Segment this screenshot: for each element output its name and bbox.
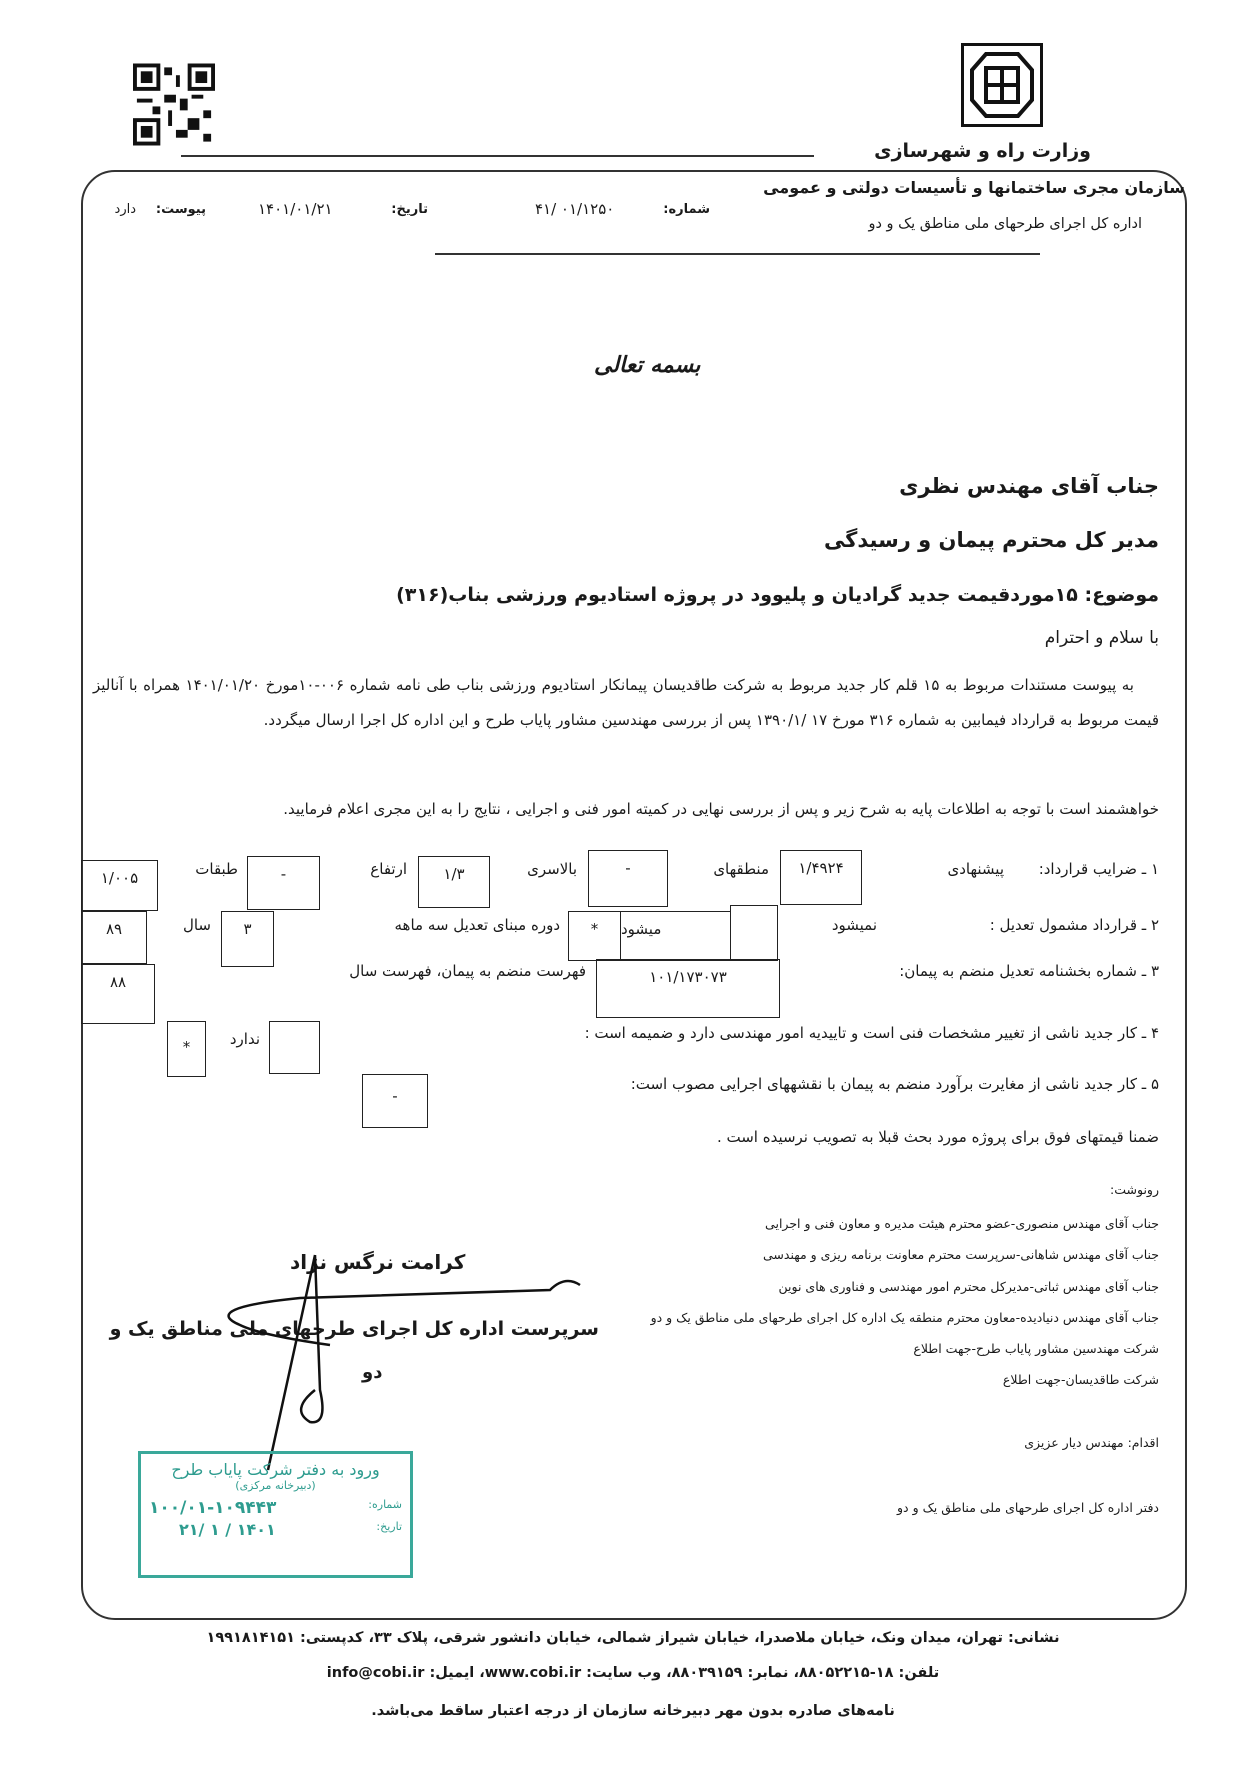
cc-label: رونوشت: xyxy=(1110,1182,1159,1197)
adjustment-no-checkbox xyxy=(730,905,778,961)
office-line: دفتر اداره کل اجرای طرحهای ملی مناطق یک و دو xyxy=(897,1500,1159,1515)
stamp-number: ۱۰۰/۰۱-۱۰۹۴۴۳ xyxy=(149,1498,277,1518)
signatory-title: سرپرست اداره کل اجرای طرحهای ملی مناطق یک و xyxy=(109,1318,599,1340)
height-label: ارتفاع xyxy=(370,860,407,878)
cc-item: جناب آقای مهندس ثباتی-مدیرکل محترم امور مهندسی و فناوری های نوین xyxy=(778,1279,1159,1294)
footer-address: نشانی: تهران، میدان ونک، خیابان ملاصدرا، خیابان شیراز شمالی، خیابان دانشور شرقی، پلاک ۳۳، کدپستی: ۱۹۹۱۸۱۴۱۵۱ xyxy=(206,1630,1060,1646)
greeting: با سلام و احترام xyxy=(1044,628,1159,648)
letter-number: ۴۱/ ۰۱/۱۲۵۰ xyxy=(535,200,615,218)
stamp-number-label: شماره: xyxy=(368,1498,402,1511)
price-list-year: ۸۸ xyxy=(81,964,155,1024)
regional-label: منطقهای xyxy=(713,860,769,878)
request-text: خواهشمند است با توجه به اطلاعات پایه به شرح زیر و پس از بررسی نهایی در کمیته امور فنی و اجرایی ، نتایج را به این مجری اعلام فرمایید. xyxy=(283,800,1159,818)
stamp-subtitle: (دبیرخانه مرکزی) xyxy=(235,1479,316,1492)
attachment-value: دارد xyxy=(114,202,136,217)
adjustment-no-label: نمیشود xyxy=(831,916,877,934)
adjustment-yes-label: میشود xyxy=(620,911,731,961)
footer-notice: نامه‌های صادره بدون مهر دبیرخانه سازمان از درجه اعتبار ساقط می‌باشد. xyxy=(371,1703,895,1719)
recipient-title: مدیر کل محترم پیمان و رسیدگی xyxy=(823,528,1159,552)
organization-name: سازمان مجری ساختمانها و تأسیسات دولتی و عمومی xyxy=(763,178,1185,197)
spec-change-no-label: ندارد xyxy=(229,1030,260,1048)
stamp-date-label: تاریخ: xyxy=(376,1520,402,1533)
overhead-value: ۱/۳ xyxy=(418,856,490,908)
cc-item: جناب آقای مهندس دنیادیده-معاون محترم منطقه یک اداره کل اجرای طرحهای ملی مناطق یک و دو xyxy=(650,1310,1159,1325)
stamp-title: ورود به دفتر شرکت پایاب طرح xyxy=(171,1460,380,1479)
recipient-name: جناب آقای مهندس نظری xyxy=(899,474,1159,498)
spec-change-yes-checkbox xyxy=(269,1021,320,1074)
price-list-label: فهرست منضم به پیمان، فهرست سال xyxy=(349,962,586,980)
letter-date: ۱۴۰۱/۰۱/۲۱ xyxy=(258,200,333,218)
proposed-value: ۱/۴۹۲۴ xyxy=(780,850,862,905)
period-value: ۳ xyxy=(221,911,274,967)
qr-code-icon xyxy=(133,62,215,147)
ministry-name: وزارت راه و شهرسازی xyxy=(874,140,1091,162)
contract-coefficients-label: ۱ ـ ضرایب قرارداد: xyxy=(1038,860,1159,878)
adjustment-yes-checkbox: * xyxy=(568,911,621,961)
ministry-logo-icon xyxy=(961,43,1043,127)
cc-item: شرکت طاقدیسان-جهت اطلاع xyxy=(1002,1372,1159,1387)
receipt-stamp xyxy=(138,1451,413,1578)
circular-label: ۳ ـ شماره بخشنامه تعدیل منضم به پیمان: xyxy=(899,962,1159,980)
cc-item: جناب آقای مهندس شاهانی-سرپرست محترم معاونت برنامه ریزی و مهندسی xyxy=(763,1247,1159,1262)
invocation: بسمه تعالی xyxy=(594,352,701,378)
number-divider xyxy=(435,253,1040,255)
action-officer: اقدام: مهندس دیار عزیزی xyxy=(1024,1435,1159,1450)
cc-item: شرکت مهندسین مشاور پایاب طرح-جهت اطلاع xyxy=(913,1341,1159,1356)
overhead-label: بالاسری xyxy=(527,860,577,878)
stamp-date: ۱۴۰۱ / ۱ /۲۱ xyxy=(179,1520,276,1539)
closing-note: ضمنا قیمتهای فوق برای پروژه مورد بحث قبلا به تصویب نرسیده است . xyxy=(716,1128,1159,1146)
proposed-label: پیشنهادی xyxy=(947,860,1004,878)
signatory-title-cont: دو xyxy=(362,1362,383,1383)
number-label: شماره: xyxy=(663,202,710,217)
attachment-label: پیوست: xyxy=(155,202,206,217)
estimate-mismatch-value: - xyxy=(362,1074,428,1128)
adjustment-label: ۲ ـ قرارداد مشمول تعدیل : xyxy=(989,916,1159,934)
regional-value: - xyxy=(588,850,668,907)
department-name: اداره کل اجرای طرحهای ملی مناطق یک و دو xyxy=(868,216,1142,232)
cc-item: جناب آقای مهندس منصوری-عضو محترم هیئت مدیره و معاون فنی و اجرایی xyxy=(765,1216,1159,1231)
subject: موضوع: ۱۵موردقیمت جدید گرادیان و پلیوود در پروژه استادیوم ورزشی بناب(۳۱۶) xyxy=(396,584,1159,606)
body-paragraph: به پیوست مستندات مربوط به ۱۵ قلم کار جدید مربوط به شرکت طاقدیسان پیمانکار استادیوم ورزشی بناب طی نامه شماره ۰۰۶-۱۰مورخ ۱۴۰۱/۰۱/۲۰ همراه با آنالیز قیمت مربوط به قرارداد فیمابین به شماره ۳۱۶ مورخ ۱۷ /۱۳۹۰/۱ پس از بررسی مهندسین مشاور پایاب طرح و این اداره کل اجرا ارسال میگردد. xyxy=(93,676,1159,729)
spec-change-no-checkbox: * xyxy=(167,1021,206,1077)
signatory-name: کرامت نرگس نژاد xyxy=(290,1250,466,1274)
circular-value: ۱۰۱/۱۷۳۰۷۳ xyxy=(596,959,780,1018)
estimate-mismatch-label: ۵ ـ کار جدید ناشی از مغایرت برآورد منضم به پیمان با نقشههای اجرایی مصوب است: xyxy=(630,1075,1159,1093)
year-value: ۸۹ xyxy=(81,911,147,964)
floors-label: طبقات xyxy=(195,860,238,878)
handwritten-signature-icon xyxy=(220,1250,600,1480)
footer-contact: تلفن: ۱۸-۸۸۰۵۲۲۱۵، نمابر: ۸۸۰۳۹۱۵۹، وب سایت: www.cobi.ir، ایمیل: info@cobi.ir xyxy=(326,1665,940,1681)
period-label: دوره مبنای تعدیل سه ماهه xyxy=(394,916,560,934)
height-value: - xyxy=(247,856,320,910)
date-label: تاریخ: xyxy=(391,202,428,217)
year-label: سال xyxy=(182,916,211,934)
floors-value: ۱/۰۰۵ xyxy=(81,860,158,911)
spec-change-label: ۴ ـ کار جدید ناشی از تغییر مشخصات فنی است و تاییدیه امور مهندسی دارد و ضمیمه است : xyxy=(584,1024,1159,1042)
header-divider xyxy=(181,155,814,157)
